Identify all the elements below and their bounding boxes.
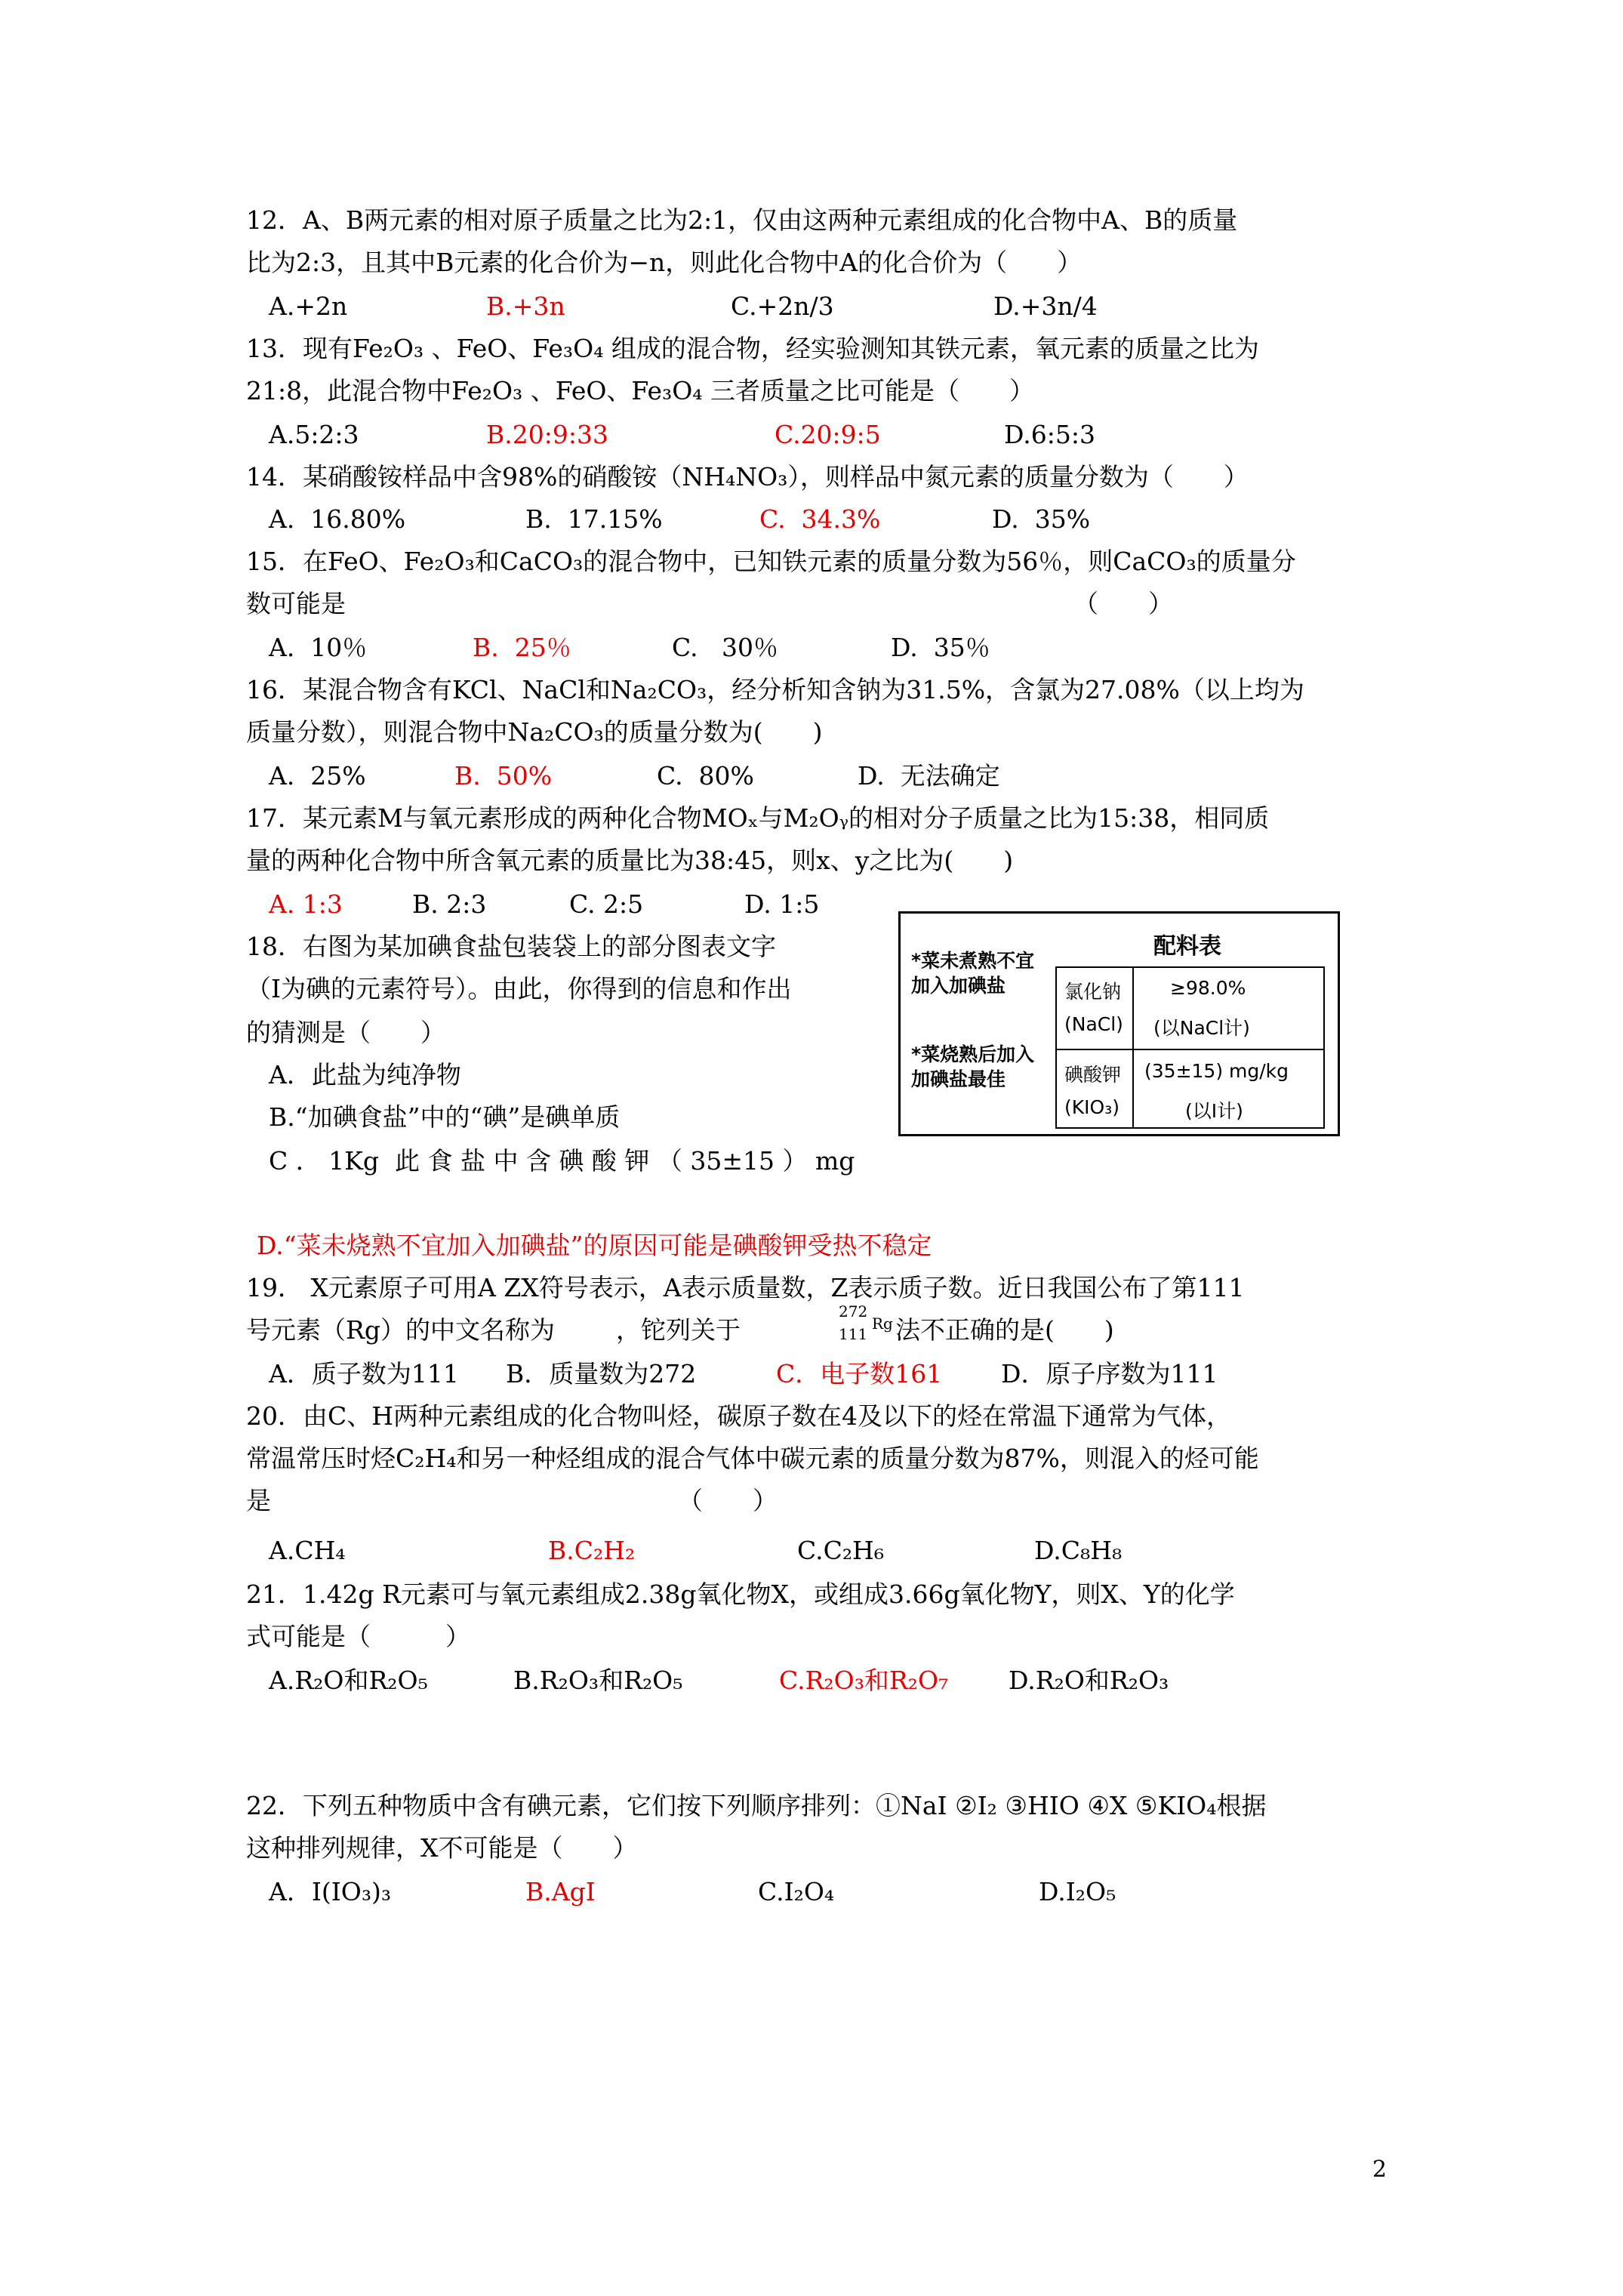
label-note-2-line-1: *菜烧熟后加入 [911, 1043, 1035, 1065]
q15-answer-paren: （ ） [1073, 589, 1173, 618]
grid-divider-horizontal [1057, 1049, 1323, 1050]
q13-option-b: B.20:9:33 [486, 420, 608, 449]
ingredient-value-nacl: ≥98.0% [1170, 977, 1246, 999]
q15-line1: 15．在FeO、Fe₂O₃和CaCO₃的混合物中，已知铁元素的质量分数为56％，则CaCO₃的质量分 [246, 547, 1296, 576]
q19-nuclide-z: 111 [839, 1325, 868, 1343]
q12-option-a: A.+2n [269, 291, 348, 321]
grid-divider-vertical [1132, 968, 1134, 1127]
label-note-1-line-1: *菜未煮熟不宜 [911, 950, 1035, 972]
label-table-title: 配料表 [1153, 933, 1221, 960]
q14-option-d: D. 35% [992, 504, 1091, 534]
q19-line2 [246, 1302, 1416, 1347]
q22-line2: 这种排列规律，X不可能是（ ） [246, 1833, 638, 1863]
q14-option-a: A. 16.80% [269, 504, 406, 534]
q22-option-c: C.I₂O₄ [758, 1877, 835, 1906]
page-number: 2 [1372, 2156, 1387, 2183]
q16-line2: 质量分数），则混合物中Na₂CO₃的质量分数为( ) [246, 717, 823, 747]
q17-line2: 量的两种化合物中所含氧元素的质量比为38:45，则x、y之比为( ) [246, 846, 1014, 875]
q18-line2: （I为碘的元素符号）。由此，你得到的信息和作出 [246, 974, 792, 1003]
ingredient-name-nacl: 氯化钠 [1064, 981, 1122, 1003]
iodized-salt-label-table [898, 911, 1340, 1136]
label-ingredients-grid [1055, 966, 1325, 1129]
q20-answer-paren: （ ） [678, 1486, 778, 1515]
ingredient-name-kio3: 碘酸钾 [1064, 1064, 1122, 1086]
ingredient-value-kio3: (35±15) mg/kg [1144, 1060, 1289, 1082]
q20-line2: 常温常压时烃C₂H₄和另一种烃组成的混合气体中碳元素的质量分数为87%，则混入的烃可能 [246, 1444, 1259, 1473]
label-note-after-cooked [911, 1042, 1034, 1092]
q18-option-b: B.“加碘食盐”中的“碘”是碘单质 [269, 1102, 621, 1132]
q13-option-a: A.5:2:3 [269, 420, 359, 449]
q21-line1: 21．1.42g R元素可与氧元素组成2.38g氧化物X，或组成3.66g氧化物Y，则X、Y的化学 [246, 1579, 1235, 1609]
ingredient-formula-nacl: (NaCl) [1064, 1013, 1123, 1035]
q22-option-a: A．I(IO₃)₃ [269, 1877, 392, 1906]
label-note-not-cooked [911, 948, 1034, 998]
label-note-2-line-2: 加碘盐最佳 [911, 1068, 1006, 1090]
q13-line2: 21:8，此混合物中Fe₂O₃ 、FeO、Fe₃O₄ 三者质量之比可能是（ ） [246, 376, 1035, 405]
q22-line1: 22．下列五种物质中含有碘元素，它们按下列顺序排列：①NaI ②I₂ ③HIO ④X ⑤KIO₄根据 [246, 1791, 1267, 1820]
q15-option-a: A. 10％ [269, 633, 368, 662]
q18-option-a: A．此盐为纯净物 [269, 1060, 461, 1089]
q19-line2-part-a: 号元素（Rg）的中文名称为 [246, 1315, 555, 1345]
q18-option-d: D.“菜未烧熟不宜加入加碘盐”的原因可能是碘酸钾受热不稳定 [257, 1231, 932, 1260]
q21-option-b: B.R₂O₃和R₂O₅ [513, 1666, 683, 1695]
ingredient-formula-kio3: (KIO₃) [1064, 1096, 1119, 1118]
q21-line2: 式可能是（ ） [246, 1622, 470, 1651]
q15-option-d: D. 35％ [891, 633, 990, 662]
q22-option-d: D.I₂O₅ [1039, 1877, 1116, 1906]
ingredient-basis-nacl: (以NaCl计) [1153, 1017, 1250, 1039]
q19-line1: 19． X元素原子可用A ZX符号表示，A表示质量数，Z表示质子数。近日我国公布了第111 [246, 1273, 1245, 1302]
q21-option-d: D.R₂O和R₂O₃ [1009, 1666, 1169, 1695]
q12-line2: 比为2:3，且其中B元素的化合价为−n，则此化合物中A的化合价为（ ） [246, 248, 1083, 277]
ingredient-basis-kio3: (以I计) [1185, 1100, 1243, 1122]
q14-option-b: B. 17.15% [525, 504, 663, 534]
q13-option-d: D.6:5:3 [1004, 420, 1095, 449]
q19-nuclide-mass: 272 [839, 1302, 868, 1321]
q22-option-b: B.AgI [525, 1877, 596, 1906]
q14-option-c: C. 34.3% [759, 504, 881, 534]
q20-line3: 是 （ ） [246, 1484, 271, 1518]
q17-option-a: A. 1:3 [269, 889, 343, 919]
q20-option-d: D.C₈H₈ [1034, 1536, 1123, 1565]
q19-line2-part-c: 法不正确的是( ) [895, 1315, 1114, 1345]
q19-option-c: C．电子数161 [776, 1359, 943, 1388]
q19-option-a: A．质子数为111 [269, 1359, 459, 1388]
q19-nuclide-sym: Rg [872, 1314, 893, 1333]
q19-option-d: D．原子序数为111 [1001, 1359, 1218, 1388]
q21-option-c: C.R₂O₃和R₂O₇ [779, 1666, 949, 1695]
q21-option-a: A.R₂O和R₂O₅ [269, 1666, 428, 1695]
q19-option-b: B．质量数为272 [506, 1359, 697, 1388]
q13-line1: 13．现有Fe₂O₃ 、FeO、Fe₃O₄ 组成的混合物，经实验测知其铁元素，氧元素的质量之比为 [246, 334, 1259, 363]
q16-line1: 16．某混合物含有KCl、NaCl和Na₂CO₃，经分析知含钠为31.5%，含氯为27.08%（以上均为 [246, 675, 1304, 704]
q20-option-b: B.C₂H₂ [548, 1536, 636, 1565]
q15-option-b: B. 25％ [473, 633, 571, 662]
q16-option-c: C. 80% [657, 761, 754, 791]
q15-line2: 数可能是 （ ） [246, 587, 346, 621]
q17-option-d: D. 1:5 [744, 889, 820, 919]
label-note-1-line-2: 加入加碘盐 [911, 975, 1006, 997]
q16-option-a: A. 25% [269, 761, 366, 791]
q14-line1: 14．某硝酸铵样品中含98%的硝酸铵（NH₄NO₃），则样品中氮元素的质量分数为（ ） [246, 462, 1249, 492]
q17-line1: 17．某元素M与氧元素形成的两种化合物MOₓ与M₂Oᵧ的相对分子质量之比为15:38，相同质 [246, 803, 1270, 833]
q17-option-b: B. 2:3 [412, 889, 487, 919]
q13-option-c: C.20:9:5 [775, 420, 881, 449]
q18-line3: 的猜测是（ ） [246, 1018, 445, 1047]
q12-option-d: D.+3n/4 [993, 291, 1098, 321]
q16-option-b: B. 50% [454, 761, 553, 791]
q17-option-c: C. 2:5 [569, 889, 644, 919]
q12-option-c: C.+2n/3 [731, 291, 834, 321]
q15-option-c: C. 30％ [672, 633, 779, 662]
q20-line1: 20．由C、H两种元素组成的化合物叫烃，碳原子数在4及以下的烃在常温下通常为气体， [246, 1401, 1232, 1431]
q12-option-b: B.+3n [486, 291, 565, 321]
q18-line1: 18．右图为某加碘食盐包装袋上的部分图表文字 [246, 932, 776, 961]
q18-option-c: C ． 1Kg 此 食 盐 中 含 碘 酸 钾 （ 35±15 ） mg [269, 1146, 855, 1176]
q19-line2-part-b: ，铊列关于 [616, 1315, 741, 1345]
q20-option-c: C.C₂H₆ [797, 1536, 885, 1565]
q16-option-d: D. 无法确定 [858, 761, 1000, 791]
q20-option-a: A.CH₄ [269, 1536, 346, 1565]
q12-line1: 12．A、B两元素的相对原子质量之比为2:1，仅由这两种元素组成的化合物中A、B的质量 [246, 205, 1238, 235]
